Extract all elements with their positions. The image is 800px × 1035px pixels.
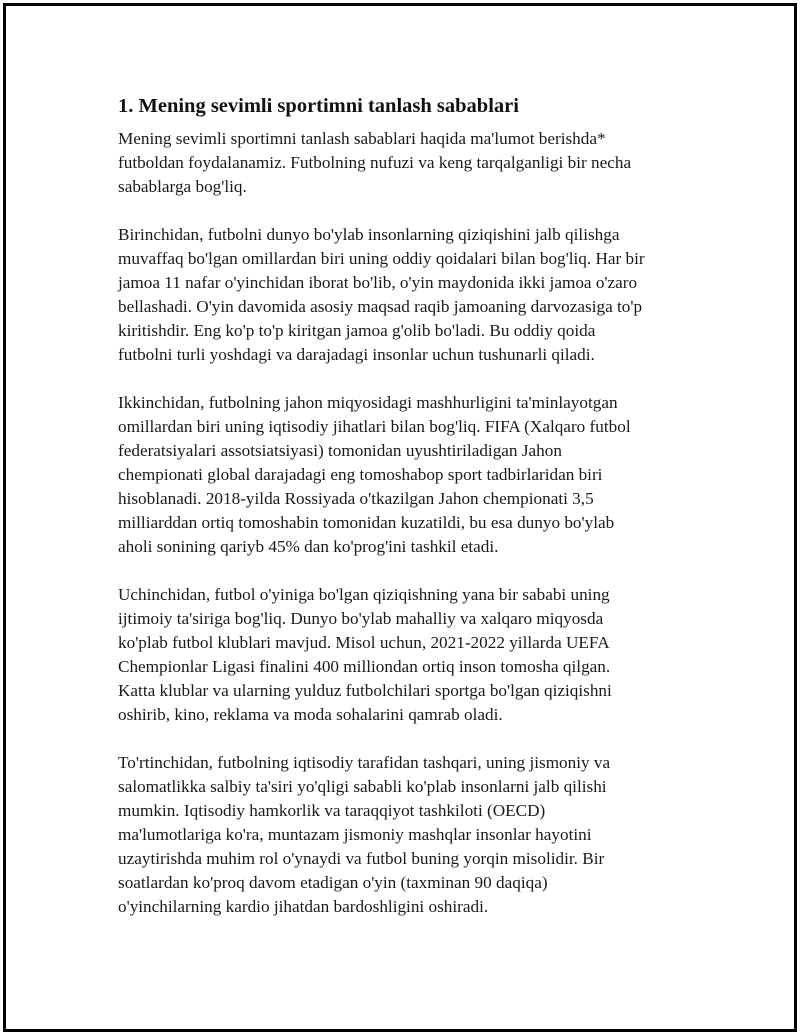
text-line: Ikkinchidan, futbolning jahon miqyosidagi mashhurligini ta'minlayotgan	[118, 393, 618, 412]
paragraph-third-reason	[118, 583, 678, 727]
text-line: ma'lumotlariga ko'ra, muntazam jismoniy mashqlar insonlar hayotini	[118, 825, 592, 844]
text-line: jamoa 11 nafar o'yinchidan iborat bo'lib, o'yin maydonida ikki jamoa o'zaro	[118, 273, 638, 292]
text-line: Chempionlar Ligasi finalini 400 milliondan ortiq inson tomosha qilgan.	[118, 657, 611, 676]
section-heading: 1. Mening sevimli sportimni tanlash sabablari	[118, 95, 519, 117]
paragraph-first-reason	[118, 223, 678, 367]
text-line: futboldan foydalanamiz. Futbolning nufuzi va keng tarqalganligi bir necha	[118, 153, 632, 172]
text-line: Uchinchidan, futbol o'yiniga bo'lgan qiziqishning yana bir sababi uning	[118, 585, 610, 604]
text-line: o'yinchilarning kardio jihatdan bardoshligini oshiradi.	[118, 897, 489, 916]
text-line: federatsiyalari assotsiatsiyasi) tomonidan uyushtiriladigan Jahon	[118, 441, 562, 460]
text-line: Katta klublar va ularning yulduz futbolchilari sportga bo'lgan qiziqishni	[118, 681, 612, 700]
text-line: chempionati global darajadagi eng tomoshabop sport tadbirlaridan biri	[118, 465, 603, 484]
text-line: Birinchidan, futbolni dunyo bo'ylab insonlarning qiziqishini jalb qilishga	[118, 225, 620, 244]
text-line: futbolni turli yoshdagi va darajadagi insonlar uchun tushunarli qiladi.	[118, 345, 595, 364]
text-line: hisoblanadi. 2018-yilda Rossiyada o'tkazilgan Jahon chempionati 3,5	[118, 489, 594, 508]
text-line: ijtimoiy ta'siriga bog'liq. Dunyo bo'ylab mahalliy va xalqaro miqyosda	[118, 609, 604, 628]
paragraph-intro	[118, 127, 678, 199]
text-line: To'rtinchidan, futbolning iqtisodiy tarafidan tashqari, uning jismoniy va	[118, 753, 611, 772]
document-body	[118, 92, 678, 943]
text-line: kiritishdir. Eng ko'p to'p kiritgan jamoa g'olib bo'ladi. Bu oddiy qoida	[118, 321, 596, 340]
paragraph-second-reason	[118, 391, 678, 559]
text-line: milliarddan ortiq tomoshabin tomonidan kuzatildi, bu esa dunyo bo'ylab	[118, 513, 615, 532]
text-line: salomatlikka salbiy ta'siri yo'qligi sababli ko'plab insonlarni jalb qilishi	[118, 777, 607, 796]
text-line: aholi sonining qariyb 45% dan ko'prog'ini tashkil etadi.	[118, 537, 499, 556]
text-line: soatlardan ko'proq davom etadigan o'yin (taxminan 90 daqiqa)	[118, 873, 548, 892]
text-line: omillardan biri uning iqtisodiy jihatlari bilan bog'liq. FIFA (Xalqaro futbol	[118, 417, 631, 436]
text-line: ko'plab futbol klublari mavjud. Misol uchun, 2021-2022 yillarda UEFA	[118, 633, 610, 652]
text-line: oshirib, kino, reklama va moda sohalarini qamrab oladi.	[118, 705, 503, 724]
text-line: mumkin. Iqtisodiy hamkorlik va taraqqiyot tashkiloti (OECD)	[118, 801, 546, 820]
text-line: uzaytirishda muhim rol o'ynaydi va futbol buning yorqin misolidir. Bir	[118, 849, 605, 868]
text-line: muvaffaq bo'lgan omillardan biri uning oddiy qoidalari bilan bog'liq. Har bir	[118, 249, 645, 268]
text-line: bellashadi. O'yin davomida asosiy maqsad raqib jamoaning darvozasiga to'p	[118, 297, 643, 316]
text-line: Mening sevimli sportimni tanlash sabablari haqida ma'lumot berishda*	[118, 129, 606, 148]
text-line: sabablarga bog'liq.	[118, 177, 247, 196]
paragraph-fourth-reason	[118, 751, 678, 919]
